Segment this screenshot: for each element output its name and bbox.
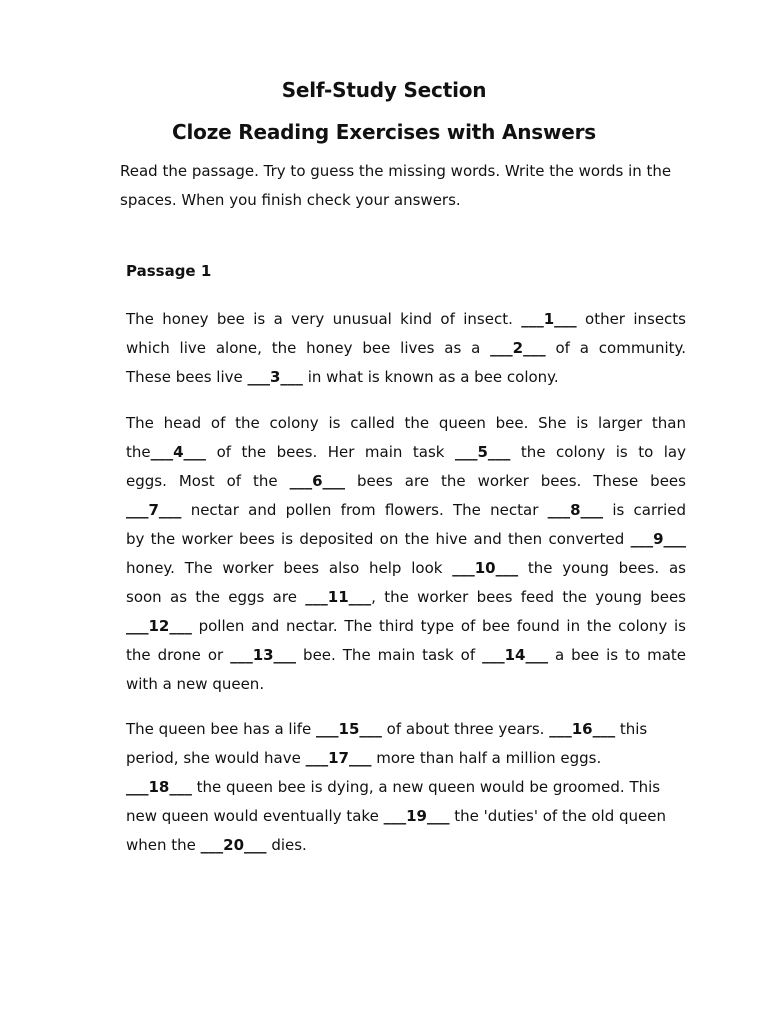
paragraph-line — [126, 670, 686, 699]
blank-15: ___15___ — [316, 720, 382, 738]
blank-1: ___1___ — [521, 310, 577, 328]
paragraph-line — [126, 334, 686, 363]
blank-9: ___9___ — [630, 530, 686, 548]
text-run: The head of the colony is called the queen bee. She is larger than — [126, 414, 686, 432]
text-run: a bee is to mate — [547, 646, 687, 664]
paragraph-line — [126, 409, 686, 438]
paragraph-line — [126, 496, 686, 525]
blank-19: ___19___ — [383, 807, 450, 825]
blank-17: ___17___ — [305, 749, 372, 767]
text-run: bee. The main task of — [296, 646, 483, 664]
blank-16: ___16___ — [549, 720, 616, 738]
text-run: pollen and nectar. The third type of bee found in the colony is — [191, 617, 686, 635]
paragraph-line — [126, 525, 686, 554]
paragraph-line — [126, 467, 686, 496]
paragraph-line — [126, 583, 686, 612]
paragraph-line — [126, 363, 686, 392]
text-run: the colony is to lay — [510, 443, 687, 461]
paragraph-line — [126, 554, 686, 583]
text-run: period, she would have — [126, 749, 306, 767]
text-run: which live alone, the honey bee lives as a — [126, 339, 491, 357]
text-run: the — [126, 443, 151, 461]
paragraph-line — [126, 438, 686, 467]
blank-4: ___4___ — [150, 443, 207, 461]
text-run: eggs. Most of the — [126, 472, 290, 490]
exercise-title: Cloze Reading Exercises with Answers — [172, 120, 596, 144]
instructions-line: spaces. When you finish check your answers. — [120, 191, 461, 209]
text-run: in what is known as a bee colony. — [302, 368, 559, 386]
blank-20: ___20___ — [200, 836, 267, 854]
blank-2: ___2___ — [490, 339, 546, 357]
text-run: of about three years. — [381, 720, 550, 738]
blank-14: ___14___ — [482, 646, 548, 664]
text-run: bees are the worker bees. These bees — [345, 472, 686, 490]
paragraph-line — [126, 641, 686, 670]
text-run: new queen would eventually take — [126, 807, 384, 825]
text-run: of the bees. Her main task — [206, 443, 455, 461]
paragraph-line — [126, 744, 686, 773]
blank-5: ___5___ — [454, 443, 511, 461]
blank-6: ___6___ — [289, 472, 346, 490]
text-run: nectar and pollen from flowers. The nectar — [181, 501, 548, 519]
text-run: soon as the eggs are — [126, 588, 306, 606]
text-run: this — [615, 720, 648, 738]
blank-11: ___11___ — [305, 588, 372, 606]
blank-7: ___7___ — [126, 501, 182, 519]
passage-paragraph-2 — [126, 409, 686, 699]
text-run: honey. The worker bees also help look — [126, 559, 453, 577]
text-run: with a new queen. — [126, 675, 265, 693]
text-run: The honey bee is a very unusual kind of insect. — [126, 310, 522, 328]
passage-heading: Passage 1 — [126, 262, 212, 280]
passage-paragraph-3 — [126, 715, 686, 860]
paragraph-line — [126, 831, 686, 860]
blank-18: ___18___ — [126, 778, 192, 796]
text-run: when the — [126, 836, 201, 854]
instructions-line: Read the passage. Try to guess the missing words. Write the words in the — [120, 162, 672, 180]
text-run: dies. — [266, 836, 307, 854]
paragraph-line — [126, 612, 686, 641]
passage-paragraph-1 — [126, 305, 686, 392]
text-run: is carried — [603, 501, 686, 519]
blank-3: ___3___ — [247, 368, 303, 386]
text-run: These bees live — [126, 368, 248, 386]
text-run: other insects — [576, 310, 686, 328]
blank-13: ___13___ — [230, 646, 297, 664]
text-run: The queen bee has a life — [126, 720, 317, 738]
text-run: more than half a million eggs. — [371, 749, 602, 767]
text-run: by the worker bees is deposited on the hive and then converted — [126, 530, 631, 548]
paragraph-line — [126, 802, 686, 831]
blank-12: ___12___ — [126, 617, 192, 635]
paragraph-line — [126, 715, 686, 744]
text-run: the queen bee is dying, a new queen would be groomed. This — [191, 778, 661, 796]
text-run: , the worker bees feed the young bees — [371, 588, 686, 606]
text-run: of a community. — [545, 339, 687, 357]
blank-10: ___10___ — [452, 559, 519, 577]
text-run: the 'duties' of the old queen — [449, 807, 666, 825]
blank-8: ___8___ — [547, 501, 604, 519]
section-title: Self-Study Section — [281, 78, 487, 102]
text-run: the drone or — [126, 646, 231, 664]
instructions-text — [120, 157, 690, 215]
paragraph-line — [126, 773, 686, 802]
paragraph-line — [126, 305, 686, 334]
text-run: the young bees. as — [518, 559, 686, 577]
